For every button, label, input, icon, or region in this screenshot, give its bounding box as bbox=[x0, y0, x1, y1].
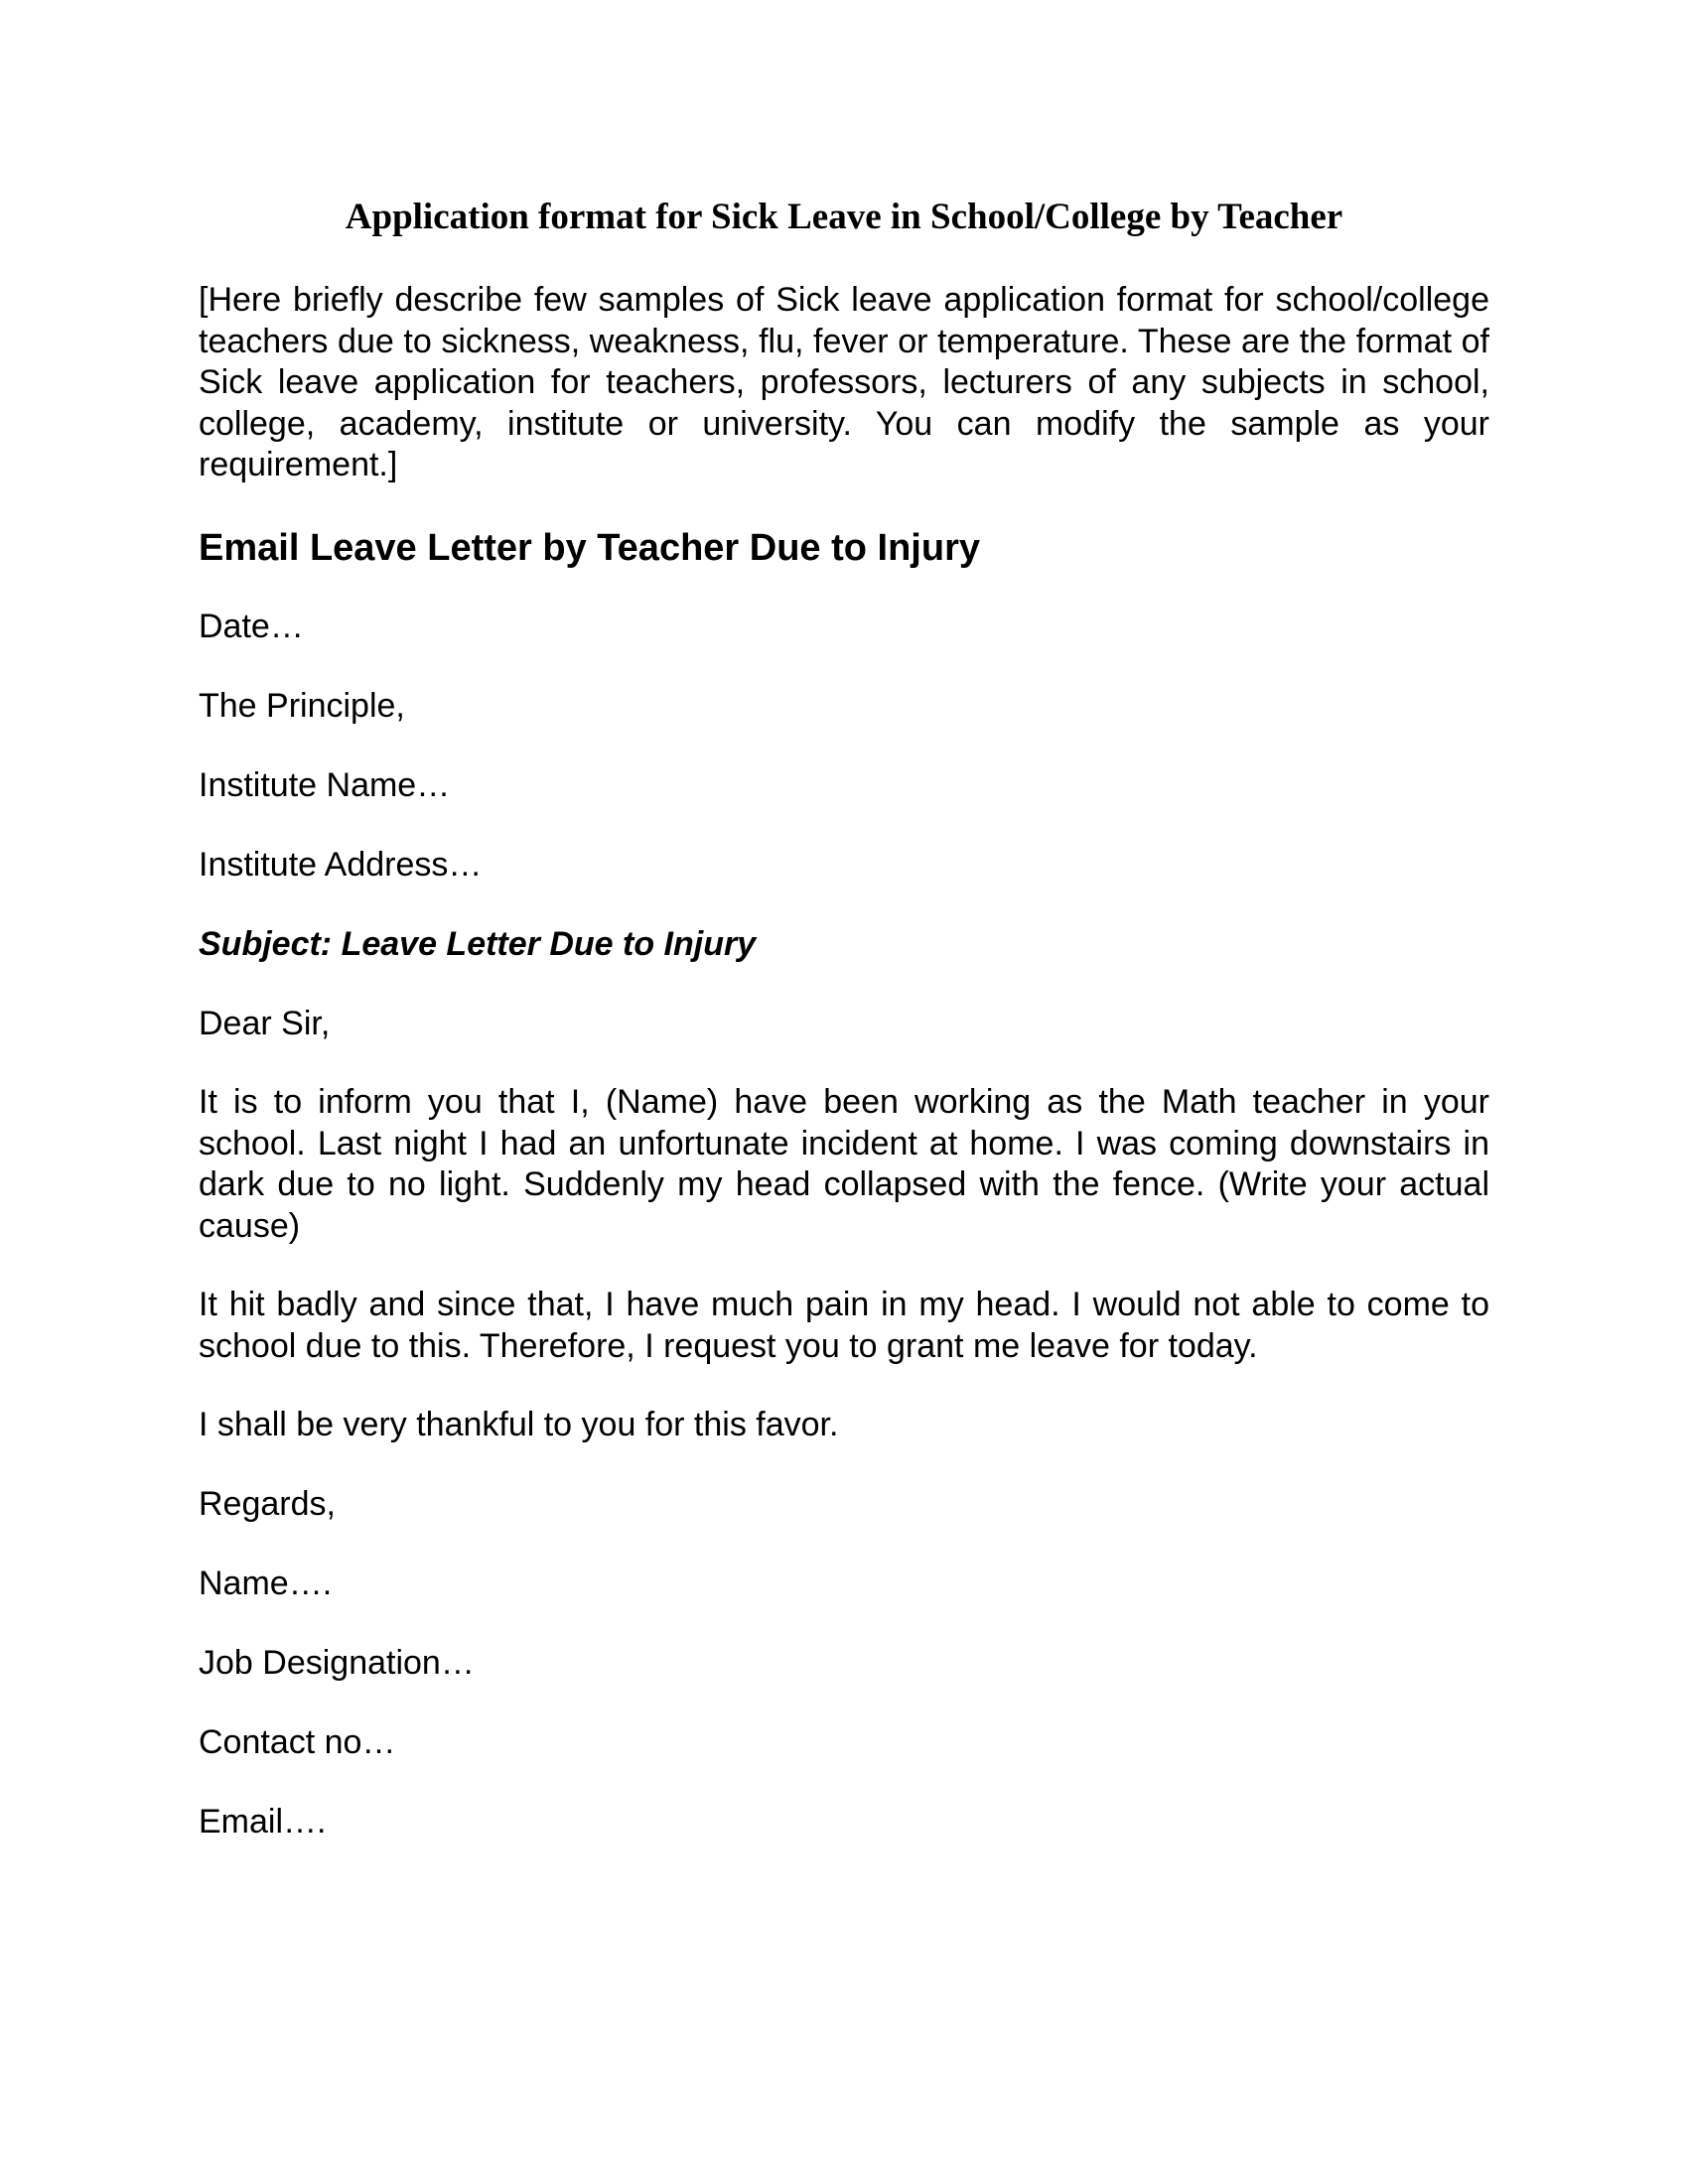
letter-email: Email…. bbox=[199, 1803, 327, 1841]
letter-body-paragraph-2: It hit badly and since that, I have much pain in my head. I would not able to come to school due to this. Therefore, I request you to grant me leave for today. bbox=[199, 1286, 1489, 1365]
letter-body-paragraph-1: It is to inform you that I, (Name) have been working as the Math teacher in your school. Last night I had an unfortunate incident at home. I was coming downstairs in dark due to no light. Suddenly my head collapsed with the fence. (Write your actual cause) bbox=[199, 1083, 1489, 1245]
section-heading: Email Leave Letter by Teacher Due to Injury bbox=[199, 527, 980, 569]
letter-date: Date… bbox=[199, 608, 304, 645]
letter-institute-name: Institute Name… bbox=[199, 766, 451, 804]
letter-closing: Regards, bbox=[199, 1485, 336, 1523]
document-title: Application format for Sick Leave in School/College by Teacher bbox=[345, 197, 1343, 237]
letter-salutation: Dear Sir, bbox=[199, 1005, 331, 1042]
letter-institute-address: Institute Address… bbox=[199, 846, 483, 884]
letter-recipient: The Principle, bbox=[199, 687, 405, 725]
letter-contact: Contact no… bbox=[199, 1723, 396, 1761]
letter-signature-name: Name…. bbox=[199, 1565, 333, 1602]
letter-thanks: I shall be very thankful to you for this favor. bbox=[199, 1406, 839, 1443]
letter-job-designation: Job Designation… bbox=[199, 1644, 475, 1682]
letter-subject: Subject: Leave Letter Due to Injury bbox=[199, 925, 757, 963]
intro-paragraph: [Here briefly describe few samples of Sick leave application format for school/college teachers due to sickness, weakness, flu, fever or temperature. These are the format of Sick leave application for teachers, professors, lecturers of any subjects in school, college, academy, institute or university. You can modify the sample as your requirement.] bbox=[199, 281, 1489, 483]
